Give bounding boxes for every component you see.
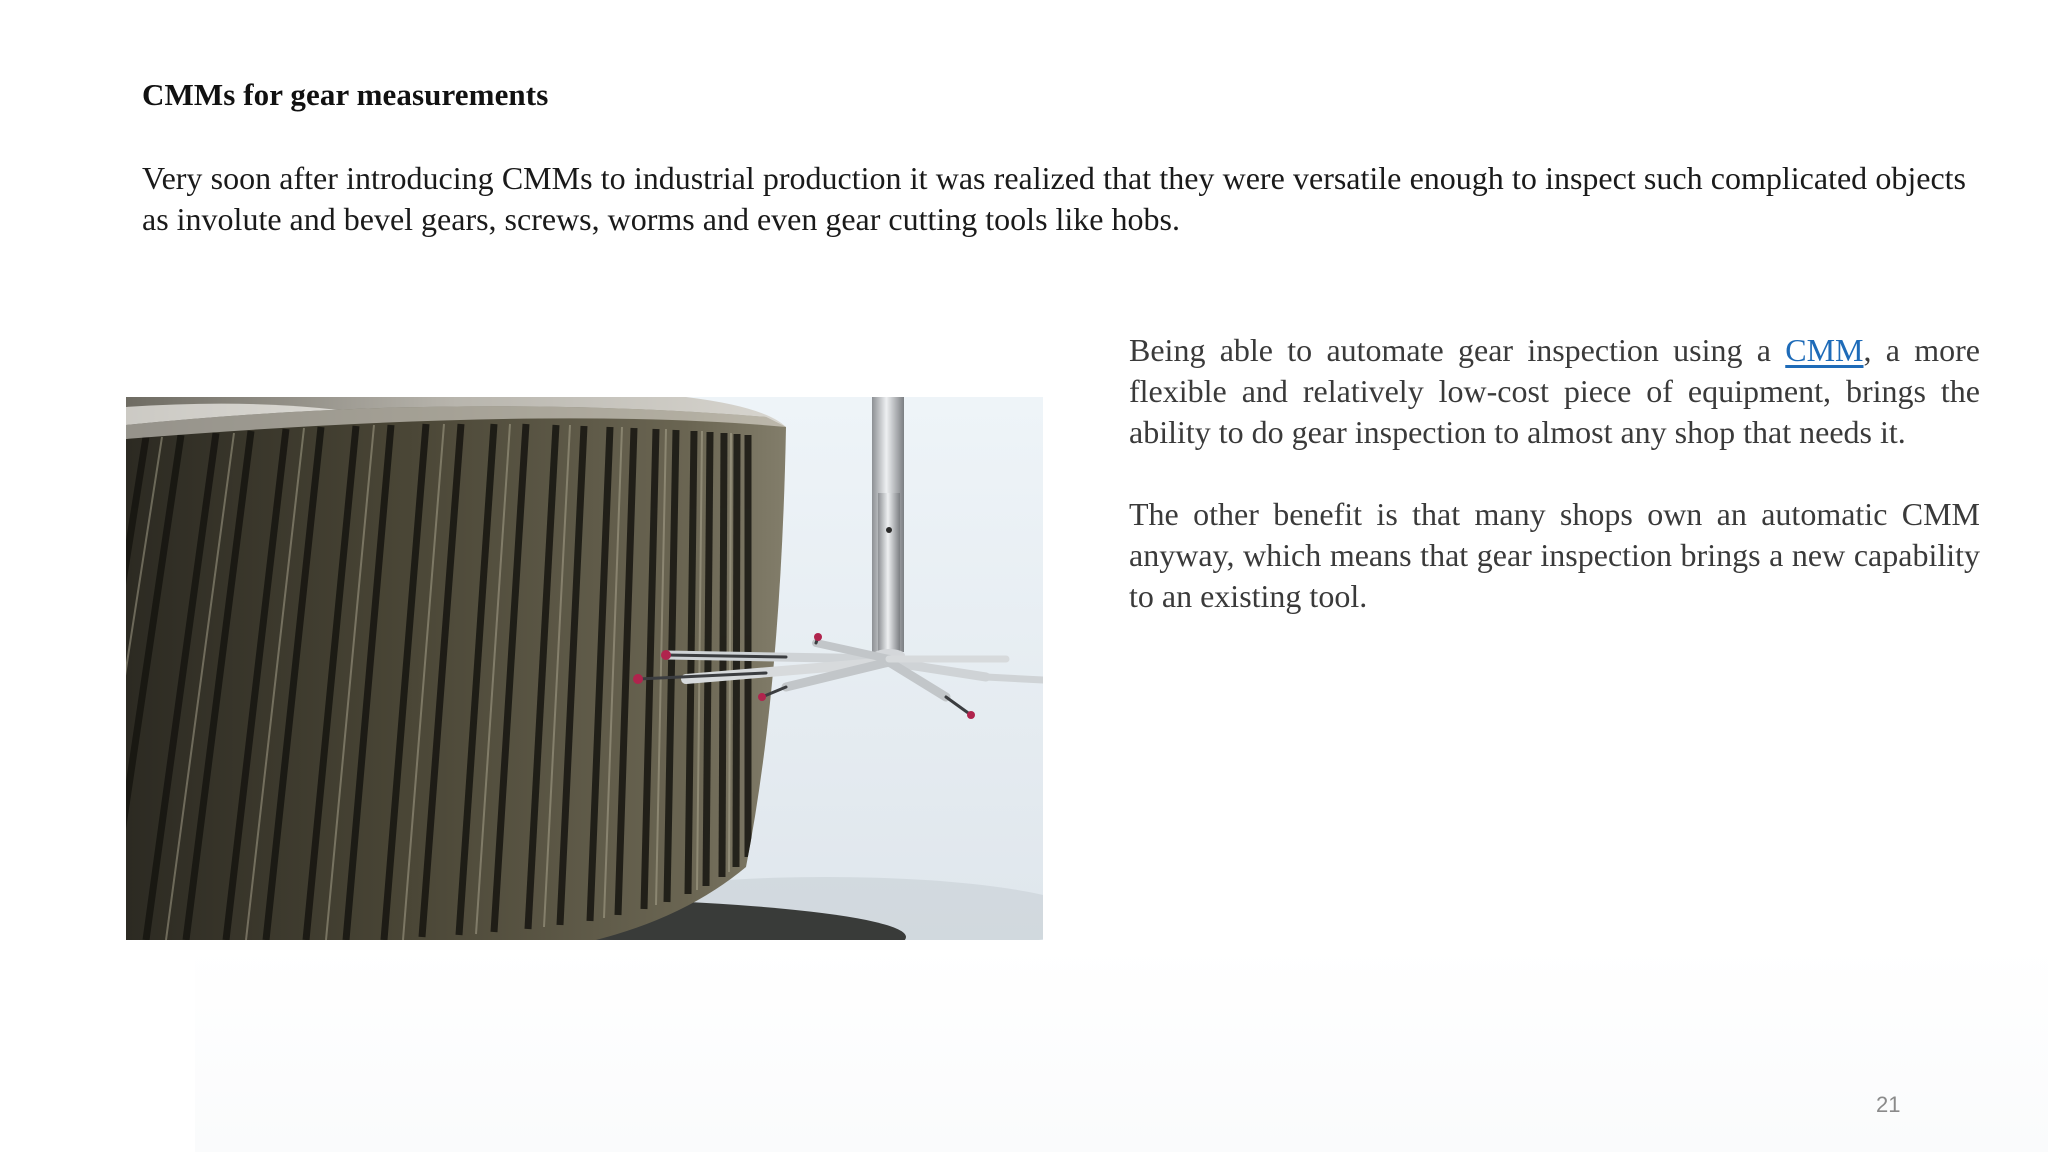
automation-text-before-link: Being able to automate gear inspection using a <box>1129 332 1786 368</box>
gear-probe-image <box>126 397 1043 940</box>
page-number: 21 <box>1876 1092 1901 1117</box>
automation-text-after-link: , a more flexible and relatively low-cost piece of equipment, brings the ability to do gear inspection to almost any shop that needs it. <box>1129 332 1981 450</box>
gear-inspection-photo <box>126 397 1043 940</box>
benefit-paragraph: The other benefit is that many shops own an automatic CMM anyway, which means that gear inspection brings a new capability to an existing tool. <box>1129 496 1980 614</box>
cmm-link[interactable]: CMM <box>1785 332 1864 368</box>
slide-background-shade <box>195 945 2048 1152</box>
right-text-column <box>1129 330 1980 617</box>
automation-paragraph <box>1129 330 1980 453</box>
intro-paragraph: Very soon after introducing CMMs to industrial production it was realized that they were versatile enough to inspect such complicated objects as involute and bevel gears, screws, worms and even gear cutting tools like hobs. <box>142 160 1966 237</box>
slide-title: CMMs for gear measurements <box>142 77 549 112</box>
